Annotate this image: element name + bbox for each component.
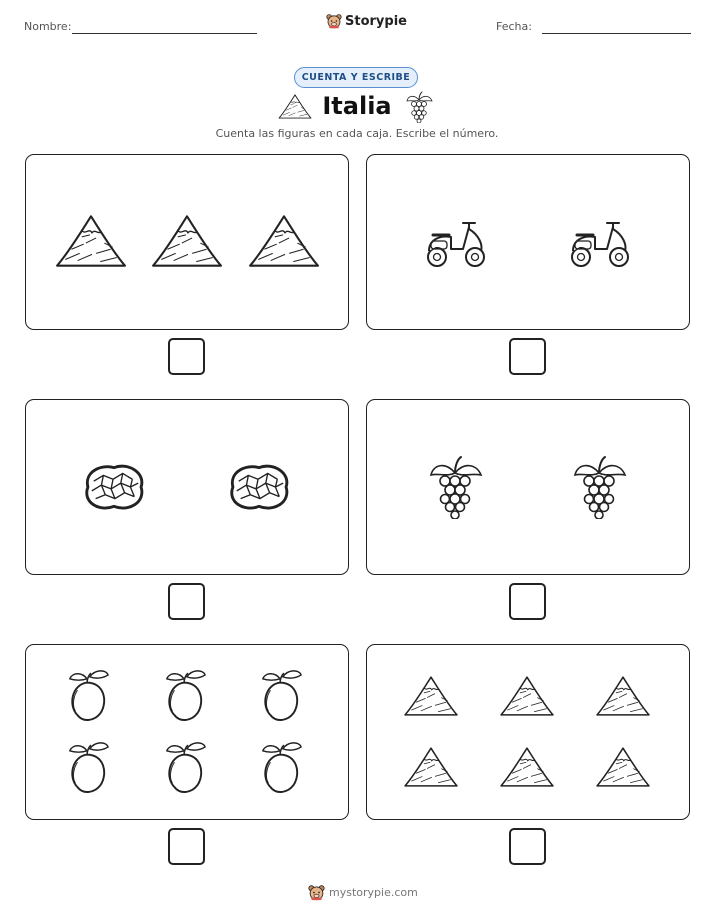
name-field-line[interactable] — [72, 33, 257, 34]
count-box-4 — [366, 399, 690, 575]
lemon-icon — [163, 741, 207, 795]
mountain-icon — [151, 212, 223, 270]
answer-box-3[interactable] — [168, 583, 205, 620]
answer-box-6[interactable] — [509, 828, 546, 865]
mountain-icon — [595, 674, 651, 718]
bear-icon — [326, 13, 342, 29]
pasta-icon — [225, 458, 293, 516]
grapes-icon — [425, 455, 485, 519]
answer-box-5[interactable] — [168, 828, 205, 865]
answer-box-1[interactable] — [168, 338, 205, 375]
worksheet-badge: CUENTA Y ESCRIBE — [294, 67, 418, 88]
instructions: Cuenta las figuras en cada caja. Escribe el número. — [215, 127, 499, 140]
brand-name: Storypie — [345, 13, 407, 29]
count-box-2 — [366, 154, 690, 330]
mountain-icon — [55, 212, 127, 270]
mountain-icon — [499, 674, 555, 718]
footer-url[interactable]: mystorypie.com — [329, 886, 418, 899]
date-field-line[interactable] — [542, 33, 691, 34]
lemon-icon — [66, 669, 110, 723]
storypie-logo — [326, 13, 407, 29]
count-box-6 — [366, 644, 690, 820]
lemon-icon — [163, 669, 207, 723]
name-label: Nombre: — [24, 20, 72, 33]
pasta-icon — [80, 458, 148, 516]
scooter-icon — [567, 212, 631, 270]
answer-box-4[interactable] — [509, 583, 546, 620]
mountain-icon — [248, 212, 320, 270]
scooter-icon — [423, 212, 487, 270]
answer-box-2[interactable] — [509, 338, 546, 375]
bear-icon — [308, 884, 325, 901]
mountain-icon — [499, 745, 555, 789]
lemon-icon — [66, 741, 110, 795]
grapes-icon — [404, 91, 434, 123]
mountain-icon — [403, 745, 459, 789]
mountain-icon — [595, 745, 651, 789]
grapes-icon — [569, 455, 629, 519]
count-box-3 — [25, 399, 349, 575]
page-title: Italia — [322, 92, 392, 120]
footer — [308, 884, 418, 901]
lemon-icon — [259, 669, 303, 723]
mountain-icon — [403, 674, 459, 718]
date-label: Fecha: — [496, 20, 532, 33]
lemon-icon — [259, 741, 303, 795]
